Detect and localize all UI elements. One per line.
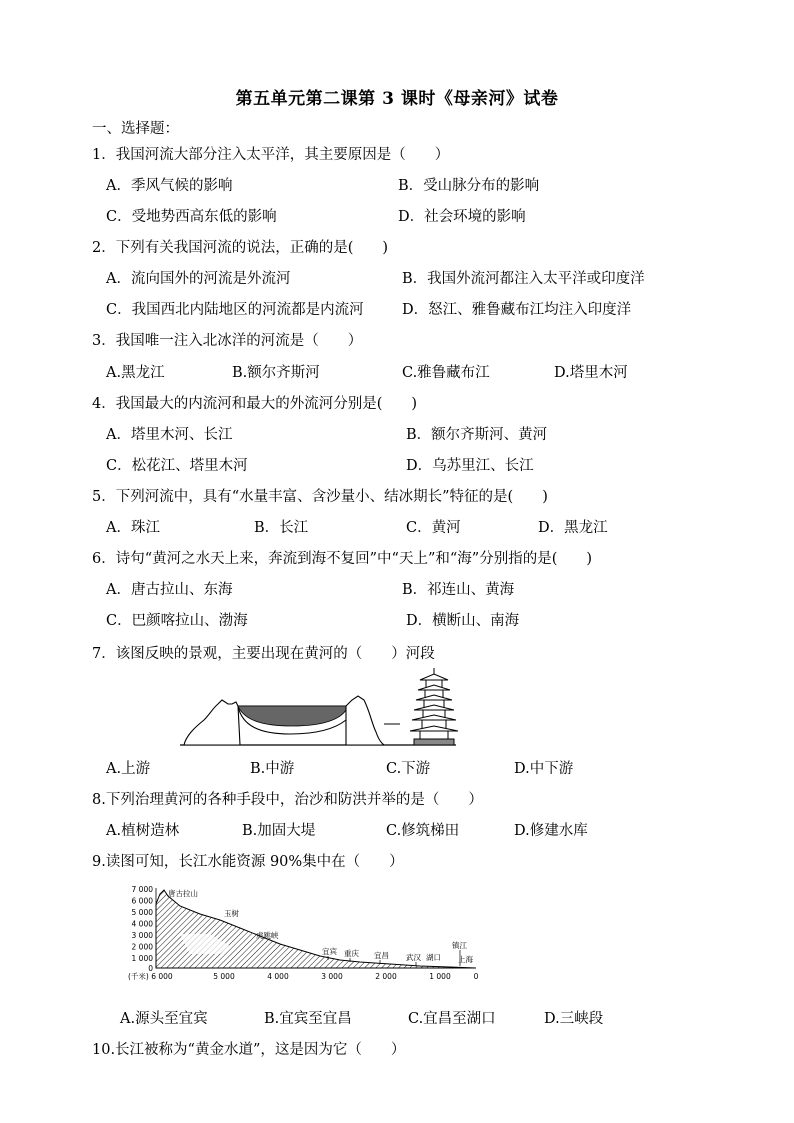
option[interactable]: A.黑龙江 — [106, 365, 165, 381]
place-label: 宜昌 — [374, 951, 389, 960]
figure-suspended-river — [180, 666, 460, 750]
option[interactable]: B．我国外流河都注入太平洋或印度洋 — [402, 271, 645, 287]
y-tick-label: 0 — [148, 964, 153, 973]
question-stem: 10.长江被称为“黄金水道”，这是因为它（ ） — [92, 1042, 406, 1058]
option[interactable]: D.修建水库 — [514, 823, 588, 839]
option[interactable]: B．祁连山、黄海 — [402, 582, 515, 598]
x-tick-label: (千米) 6 000 — [128, 972, 173, 981]
figure-yangtze-profile — [120, 884, 490, 984]
option[interactable]: D．横断山、南海 — [406, 613, 520, 629]
place-label: 玉树 — [224, 909, 239, 918]
x-tick-label: 0 — [473, 972, 479, 981]
option[interactable]: A．塔里木河、长江 — [106, 427, 233, 443]
question-stem: 3．我国唯一注入北冰洋的河流是（ ） — [92, 333, 363, 349]
option[interactable]: A．流向国外的河流是外流河 — [106, 271, 291, 287]
page-title: 第五单元第二课第 3 课时《母亲河》试卷 — [235, 89, 559, 109]
option[interactable]: C．松花江、塔里木河 — [106, 458, 248, 474]
place-label: 唐古拉山 — [168, 889, 198, 898]
option[interactable]: B．额尔齐斯河、黄河 — [406, 427, 548, 443]
option[interactable]: A.源头至宜宾 — [120, 1011, 208, 1027]
x-tick-label: 4 000 — [267, 972, 289, 981]
y-tick-label: 2 000 — [131, 942, 153, 952]
option[interactable]: B．受山脉分布的影响 — [398, 178, 540, 194]
option[interactable]: A.植树造林 — [106, 823, 180, 839]
option[interactable]: A．珠江 — [106, 520, 160, 536]
y-tick-labels — [132, 885, 154, 973]
question-stem: 2．下列有关我国河流的说法，正确的是( ) — [92, 240, 389, 256]
option[interactable]: A.上游 — [106, 761, 151, 777]
option[interactable]: A．唐古拉山、东海 — [106, 582, 233, 598]
option[interactable]: C．受地势西高东低的影响 — [106, 209, 277, 225]
option[interactable]: B.加固大堤 — [242, 823, 316, 839]
y-tick-label: 6 000 — [131, 896, 153, 906]
place-label: 重庆 — [344, 949, 359, 958]
x-tick-labels — [128, 971, 479, 981]
question-stem: 7．该图反映的景观，主要出现在黄河的（ ）河段 — [92, 646, 435, 662]
option[interactable]: C．我国西北内陆地区的河流都是内流河 — [106, 302, 364, 318]
option[interactable]: A．季风气候的影响 — [106, 178, 233, 194]
place-label: 宜宾 — [322, 947, 337, 956]
place-label: 湖口 — [426, 953, 441, 962]
place-label: 武汉 — [406, 953, 421, 962]
option[interactable]: C．巴颜喀拉山、渤海 — [106, 613, 248, 629]
question-stem: 4．我国最大的内流河和最大的外流河分别是( ) — [92, 396, 418, 412]
y-tick-label: 3 000 — [131, 931, 153, 940]
question-stem: 8.下列治理黄河的各种手段中，治沙和防洪并举的是（ ） — [92, 792, 483, 808]
option[interactable]: D.中下游 — [514, 761, 574, 777]
question-stem: 9.读图可知，长江水能资源 90%集中在（ ） — [92, 854, 404, 870]
question-stem: 5．下列河流中，具有“水量丰富、含沙量小、结冰期长”特征的是( ) — [92, 489, 548, 505]
y-tick-label: 4 000 — [131, 919, 153, 929]
question-stem: 1．我国河流大部分注入太平洋，其主要原因是（ ） — [92, 147, 450, 163]
question-stem: 6．诗句“黄河之水天上来，奔流到海不复回”中“天上”和“海”分别指的是( ) — [92, 551, 593, 567]
option[interactable]: C.宜昌至湖口 — [408, 1011, 496, 1027]
place-label: 虎跳峡 — [256, 931, 279, 940]
option[interactable]: D．社会环境的影响 — [398, 209, 526, 225]
option[interactable]: B.中游 — [250, 761, 295, 777]
option[interactable]: C．黄河 — [406, 520, 461, 536]
option[interactable]: D.塔里木河 — [554, 365, 628, 381]
x-tick-label: 3 000 — [321, 972, 343, 981]
option[interactable]: B．长江 — [254, 520, 309, 536]
option[interactable]: B.宜宾至宜昌 — [264, 1011, 352, 1027]
y-tick-label: 5 000 — [131, 908, 153, 917]
option[interactable]: C.雅鲁藏布江 — [402, 365, 490, 381]
option[interactable]: B.额尔齐斯河 — [232, 365, 320, 381]
option[interactable]: D.三峡段 — [544, 1011, 604, 1027]
y-tick-label: 7 000 — [131, 885, 153, 894]
option[interactable]: D．乌苏里江、长江 — [406, 458, 534, 474]
option[interactable]: D．怒江、雅鲁藏布江均注入印度洋 — [402, 302, 632, 318]
section-heading: 一、选择题： — [92, 121, 179, 137]
right-levee — [346, 696, 384, 745]
y-tick-label: 1 000 — [131, 954, 153, 963]
x-tick-label: 2 000 — [375, 972, 397, 981]
place-label: 镇江 — [452, 941, 467, 950]
option[interactable]: C.修筑梯田 — [386, 823, 460, 839]
pagoda-icon — [410, 668, 458, 745]
left-levee — [184, 700, 240, 745]
x-tick-label: 1 000 — [429, 972, 451, 981]
option[interactable]: C.下游 — [386, 761, 431, 777]
place-label: 上海 — [458, 955, 473, 964]
option[interactable]: D．黑龙江 — [538, 520, 608, 536]
x-tick-label: 5 000 — [213, 972, 235, 981]
